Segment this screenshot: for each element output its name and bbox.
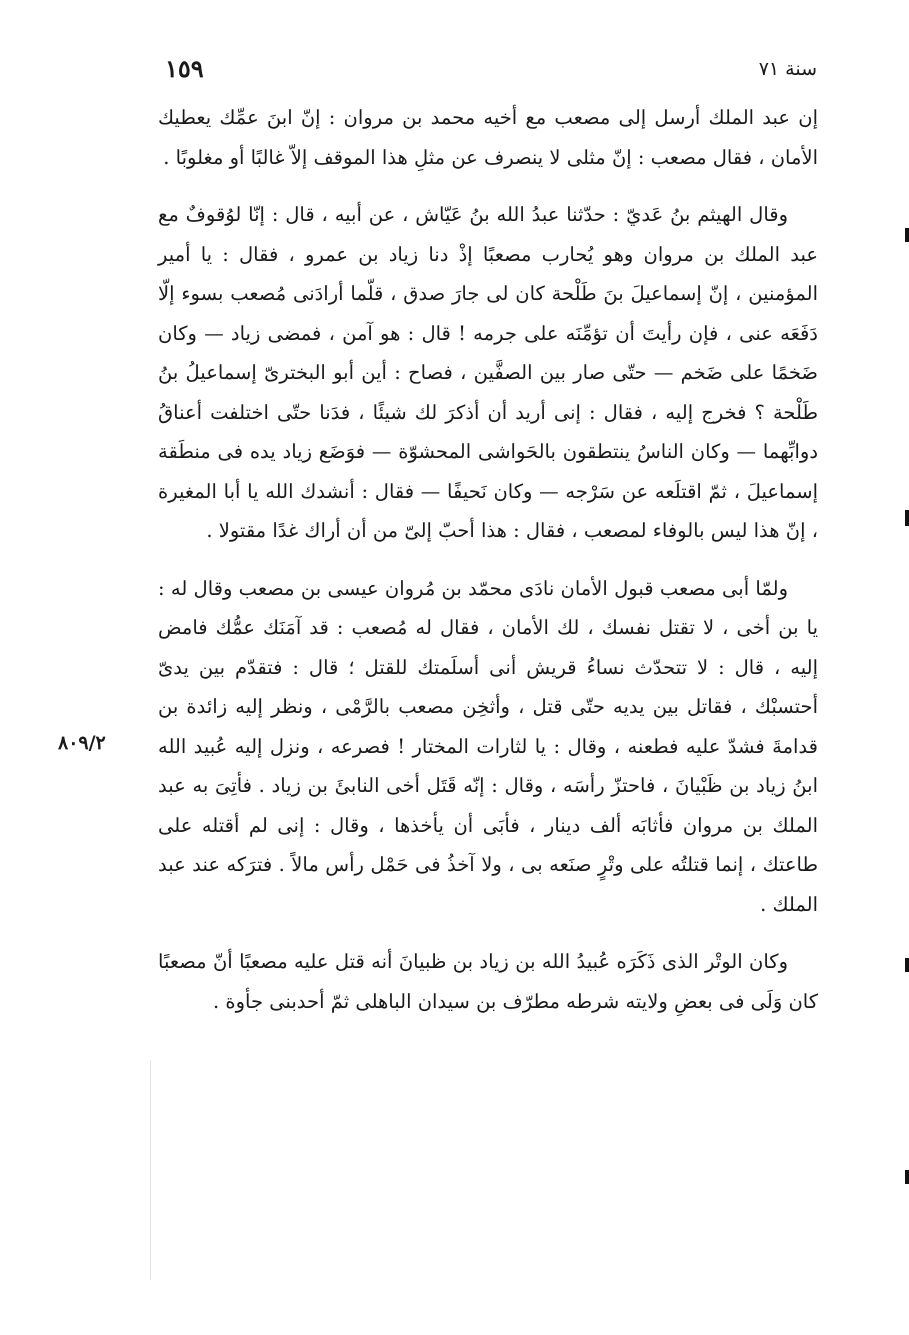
paragraph-4: وكان الوتْر الذى ذَكَرَه عُبيدُ الله بن زياد بن ظبيانَ أنه قتل عليه مصعبًا أنّ مصعبًا كان وَلَى فى بعضِ ولايته شرطه مطرّف بن سيدان الباهلى ثمّ أحدبنى جأوة . (158, 950, 818, 1013)
paragraph-2: وقال الهيثم بنُ عَديّ : حدّثنا عبدُ الله بنُ عَيّاش ، عن أبيه ، قال : إنّا لوُقوفٌ مع عبد الملك بن مروان وهو يُحارب مصعبًا إذْ دنا زياد بن عمرو ، فقال : يا أمير المؤمنين ، إنّ إسماعيلَ بنَ طَلْحة كان لى جارَ صدق ، قلّما أرادَنى مُصعب بسوء إلّا دَفَعَه عنى ، فإن رأيتَ أن تؤمِّنَه على جرمه ! قال : هو آمن ، فمضى زياد — وكان ضَخمًا على ضَخم — حتّى صار بين الصفَّين ، فصاح : أين أبو البخترىّ إسماعيلُ بنُ طَلْحة ؟ فخرج إليه ، فقال : إنى أريد أن أذكرَ لك شيئًا ، فدَنا حتّى اختلفت أعناقُ دوابِّهما — وكان الناسُ ينتطقون بالحَواشى المحشوّة — فوَضَع زياد يده فى منطَقة إسماعيلَ ، ثمّ اقتلَعه عن سَرْجه — وكان نَحيفًا — فقال : أنشدك الله يا أبا المغيرة ، إنّ هذا ليس بالوفاء لمصعب ، فقال : هذا أحبّ إلىّ من أن أراك غدًا مقتولا . (158, 203, 818, 542)
scan-edge-mark (905, 228, 909, 242)
scan-faint-line (150, 1060, 151, 1280)
main-text (158, 98, 818, 1021)
paragraph-1: إن عبد الملك أرسل إلى مصعب مع أخيه محمد بن مروان : إنّ ابنَ عمِّك يعطيك الأمان ، فقال مصعب : إنّ مثلى لا ينصرف عن مثلِ هذا الموقف إلاّ غالبًا أو مغلوبًا . (158, 106, 818, 169)
paragraph-3: ولمّا أبى مصعب قبول الأمان نادَى محمّد بن مُروان عيسى بن مصعب وقال له : يا بن أخى ، لا تقتل نفسك ، لك الأمان ، فقال له مُصعب : قد آمَنَك عمُّك فامض إليه ، قال : لا تتحدّث نساءُ قريش أنى أسلَمتك للقتل ؛ قال : فتقدّم بين يدىّ أحتسبْك ، فقاتل بين يديه حتّى قتل ، وأثخِن مصعب بالرَّمْى ، ونظر إليه زائدة بن قدامةَ فشدّ عليه فطعنه ، وقال : يا لثارات المختار ! فصرعه ، ونزل إليه عُبيد الله ابنُ زياد بن ظَبْيانَ ، فاحتزّ رأسَه ، وقال : إنّه قَتَل أخى النابئَ بن زياد . فأتِىَ به عبد الملك بن مروان فأثابَه ألف دينار ، فأبَى أن يأخذها ، وقال : إنى لم أقتله على طاعتك ، إنما قتلتُه على وتْرٍ صنَعه بى ، ولا آخذُ فى حَمْل رأس مالاً . فترَكه عند عبد الملك . (158, 576, 818, 916)
page-number: ١٥٩ (165, 54, 204, 83)
scan-edge-mark (905, 958, 909, 972)
running-header-year: سنة ٧١ (758, 58, 817, 80)
scan-edge-mark (905, 1170, 909, 1184)
margin-reference: ٨٠٩/٢ (58, 732, 106, 754)
scan-edge-mark (905, 510, 909, 526)
